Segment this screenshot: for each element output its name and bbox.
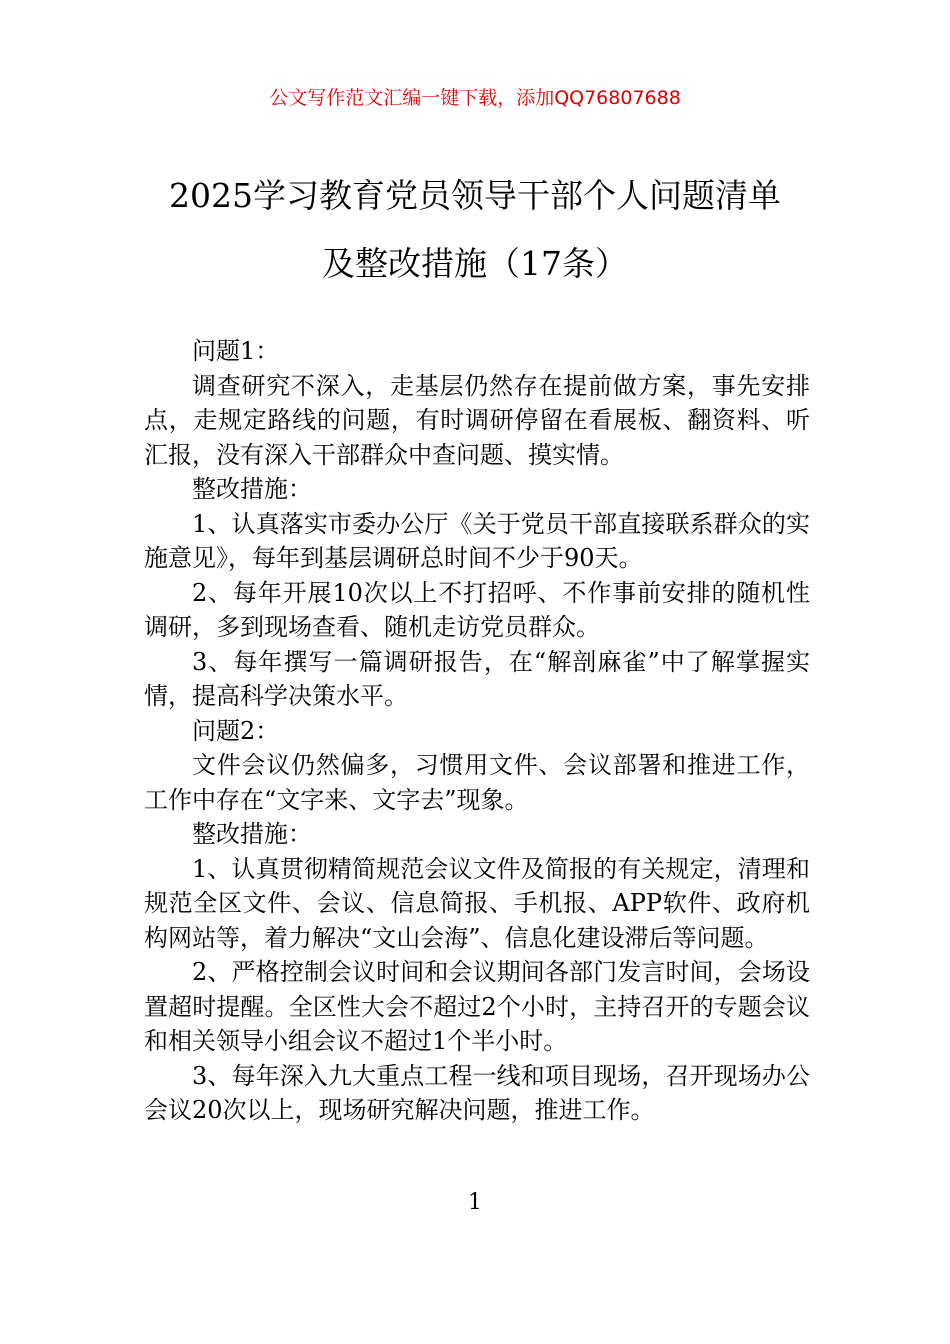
page-number: 1 (468, 1190, 482, 1215)
measure-2-2: 2、严格控制会议时间和会议期间各部门发言时间，会场设置超时提醒。全区性大会不超过2个小时，主持召开的专题会议和相关领导小组会议不超过1个半小时。 (144, 958, 810, 1055)
measure-2-3: 3、每年深入九大重点工程一线和项目现场，召开现场办公会议20次以上，现场研究解决问题，推进工作。 (144, 1061, 810, 1124)
measure-1-1: 1、认真落实市委办公厅《关于党员干部直接联系群众的实施意见》，每年到基层调研总时间不少于90天。 (144, 509, 810, 572)
download-banner: 公文写作范文汇编一键下载，添加QQ76807688 (269, 87, 681, 109)
document-title-line-2: 及整改措施（17条） (322, 244, 628, 283)
measures-1-heading: 整改措施： (192, 475, 312, 503)
document-title-line-1: 2025学习教育党员领导干部个人问题清单 (169, 176, 781, 215)
problem-1-heading: 问题1： (192, 337, 280, 365)
problem-1-description: 调查研究不深入，走基层仍然存在提前做方案，事先安排点，走规定路线的问题，有时调研停留在看展板、翻资料、听汇报，没有深入干部群众中查问题、摸实情。 (144, 371, 810, 469)
measure-1-2: 2、每年开展10次以上不打招呼、不作事前安排的随机性调研，多到现场查看、随机走访党员群众。 (144, 578, 810, 641)
problem-2-description: 文件会议仍然偏多，习惯用文件、会议部署和推进工作，工作中存在“文字来、文字去”现象。 (144, 751, 810, 814)
measures-2-heading: 整改措施： (192, 820, 312, 848)
measure-1-3: 3、每年撰写一篇调研报告，在“解剖麻雀”中了解掌握实情，提高科学决策水平。 (144, 647, 810, 710)
measure-2-1: 1、认真贯彻精简规范会议文件及简报的有关规定，清理和规范全区文件、会议、信息简报、手机报、APP软件、政府机构网站等，着力解决“文山会海”、信息化建设滞后等问题。 (144, 854, 810, 952)
problem-2-heading: 问题2： (192, 716, 280, 745)
document-body (144, 334, 810, 1128)
